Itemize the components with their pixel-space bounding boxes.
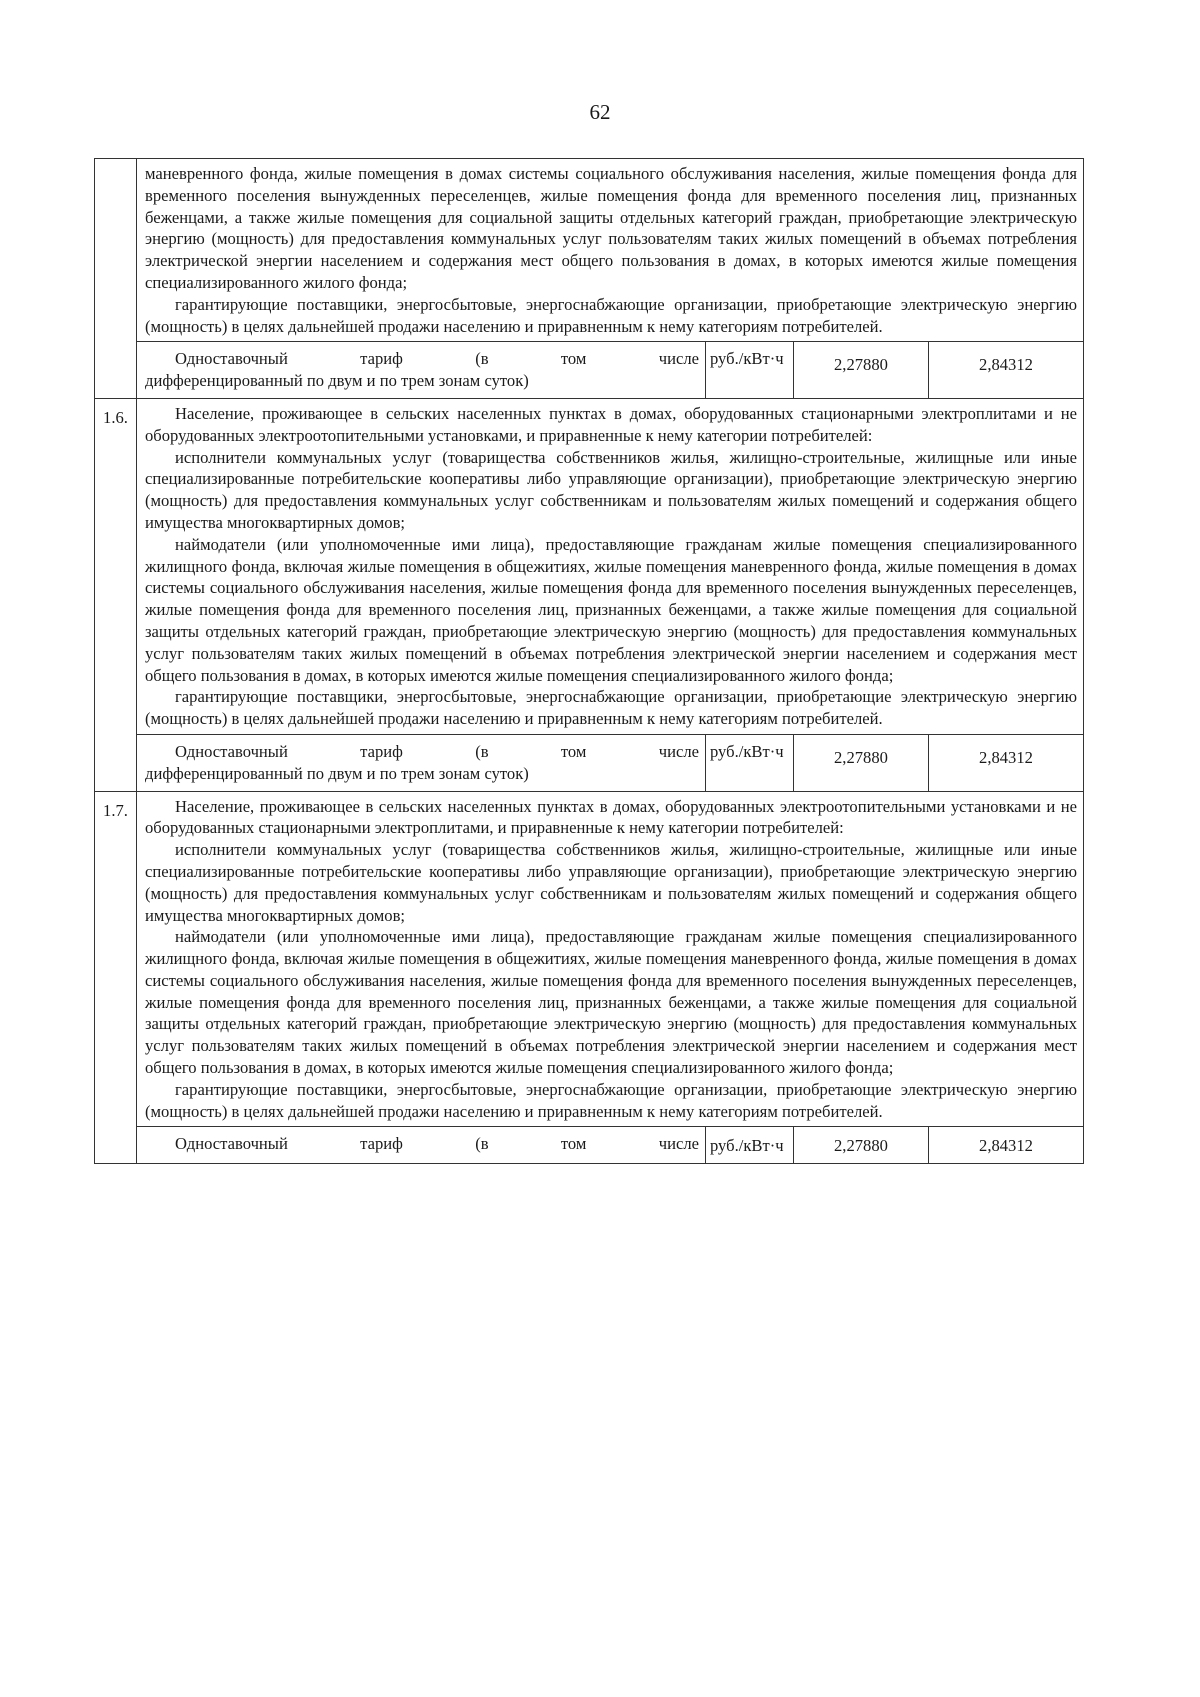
paragraph: исполнители коммунальных услуг (товарищества собственников жилья, жилищно-строительные, жилищные или иные специализированные потребительские кооперативы либо управляющие организации), приобретающие электрическую энергию (мощность) для предоставления коммунальных услуг собственникам и пользователям жилых помещений и содержания общего имущества многоквартирных домов; bbox=[145, 447, 1077, 532]
page-number: 62 bbox=[589, 100, 611, 124]
tariff-row bbox=[95, 342, 1084, 399]
category-description bbox=[137, 159, 1084, 342]
tariff-label-line1: Одноставочный тариф (в том числе bbox=[175, 741, 699, 761]
table-row bbox=[95, 791, 1084, 1127]
tariff-table bbox=[94, 158, 1084, 1164]
tariff-value-2: 2,84312 bbox=[928, 734, 1083, 791]
tariff-row bbox=[95, 734, 1084, 791]
paragraph: Население, проживающее в сельских населенных пунктах в домах, оборудованных электроотопительными установками и не оборудованных стационарными электроплитами, и приравненные к нему категории потребителей: bbox=[145, 796, 1077, 838]
row-number bbox=[95, 1127, 137, 1164]
tariff-label-line2: дифференцированный по двум и по трем зонам суток) bbox=[145, 371, 529, 391]
paragraph: гарантирующие поставщики, энергосбытовые, энергоснабжающие организации, приобретающие электрическую энергию (мощность) в целях дальнейшей продажи населению и приравненным к нему категориям потребителей. bbox=[145, 1079, 1077, 1121]
tariff-label-line1: Одноставочный тариф (в том числе bbox=[175, 1134, 699, 1154]
category-description bbox=[137, 398, 1084, 734]
row-number bbox=[95, 734, 137, 791]
unit-cell: руб./кВт·ч bbox=[705, 342, 793, 399]
paragraph: гарантирующие поставщики, энергосбытовые, энергоснабжающие организации, приобретающие электрическую энергию (мощность) в целях дальнейшей продажи населению и приравненным к нему категориям потребителей. bbox=[145, 294, 1077, 336]
tariff-row bbox=[95, 1127, 1084, 1164]
category-description bbox=[137, 791, 1084, 1127]
tariff-value-2: 2,84312 bbox=[928, 342, 1083, 399]
paragraph: наймодатели (или уполномоченные ими лица), предоставляющие гражданам жилые помещения специализированного жилищного фонда, включая жилые помещения в общежитиях, жилые помещения маневренного фонда, жилые помещения в домах системы социального обслуживания населения, жилые помещения фонда для временного поселения вынужденных переселенцев, жилые помещения фонда для временного поселения лиц, признанных беженцами, а также жилые помещения для социальной защиты отдельных категорий граждан, приобретающие электрическую энергию (мощность) для предоставления коммунальных услуг пользователям таких жилых помещений в объемах потребления электрической энергии населением и содержания мест общего пользования в домах, в которых имеются жилые помещения специализированного жилого фонда; bbox=[145, 927, 1077, 1078]
tariff-label bbox=[137, 342, 706, 399]
tariff-value-1: 2,27880 bbox=[793, 734, 928, 791]
tariff-label-line2: дифференцированный по двум и по трем зонам суток) bbox=[145, 763, 529, 783]
row-number: 1.6. bbox=[95, 398, 137, 734]
tariff-label-line1: Одноставочный тариф (в том числе bbox=[175, 349, 699, 369]
tariff-value-1: 2,27880 bbox=[793, 1127, 928, 1164]
tariff-value-1: 2,27880 bbox=[793, 342, 928, 399]
table-row bbox=[95, 398, 1084, 734]
row-number: 1.7. bbox=[95, 791, 137, 1127]
paragraph: исполнители коммунальных услуг (товарищества собственников жилья, жилищно-строительные, жилищные или иные специализированные потребительские кооперативы либо управляющие организации), приобретающие электрическую энергию (мощность) для предоставления коммунальных услуг собственникам и пользователям жилых помещений и содержания общего имущества многоквартирных домов; bbox=[145, 840, 1077, 925]
tariff-label bbox=[137, 1127, 706, 1164]
table-row bbox=[95, 159, 1084, 342]
unit-cell: руб./кВт·ч bbox=[705, 1127, 793, 1164]
paragraph: наймодатели (или уполномоченные ими лица), предоставляющие гражданам жилые помещения специализированного жилищного фонда, включая жилые помещения в общежитиях, жилые помещения маневренного фонда, жилые помещения в домах системы социального обслуживания населения, жилые помещения фонда для временного поселения вынужденных переселенцев, жилые помещения фонда для временного поселения лиц, признанных беженцами, а также жилые помещения для социальной защиты отдельных категорий граждан, приобретающие электрическую энергию (мощность) для предоставления коммунальных услуг пользователям таких жилых помещений в объемах потребления электрической энергии населением и содержания мест общего пользования в домах, в которых имеются жилые помещения специализированного жилого фонда; bbox=[145, 534, 1077, 685]
tariff-value-2: 2,84312 bbox=[928, 1127, 1083, 1164]
paragraph: гарантирующие поставщики, энергосбытовые, энергоснабжающие организации, приобретающие электрическую энергию (мощность) в целях дальнейшей продажи населению и приравненным к нему категориям потребителей. bbox=[145, 687, 1077, 729]
row-number bbox=[95, 342, 137, 399]
paragraph: маневренного фонда, жилые помещения в домах системы социального обслуживания населения, жилые помещения фонда для временного поселения вынужденных переселенцев, жилые помещения фонда для временного поселения лиц, признанных беженцами, а также жилые помещения для социальной защиты отдельных категорий граждан, приобретающие электрическую энергию (мощность) для предоставления коммунальных услуг пользователям таких жилых помещений в объемах потребления электрической энергии населением и содержания мест общего пользования в домах, в которых имеются жилые помещения специализированного жилого фонда; bbox=[145, 164, 1077, 292]
unit-cell: руб./кВт·ч bbox=[705, 734, 793, 791]
paragraph: Население, проживающее в сельских населенных пунктах в домах, оборудованных стационарными электроплитами и не оборудованных электроотопительными установками, и приравненные к нему категории потребителей: bbox=[145, 403, 1077, 445]
tariff-label bbox=[137, 734, 706, 791]
row-number bbox=[95, 159, 137, 342]
